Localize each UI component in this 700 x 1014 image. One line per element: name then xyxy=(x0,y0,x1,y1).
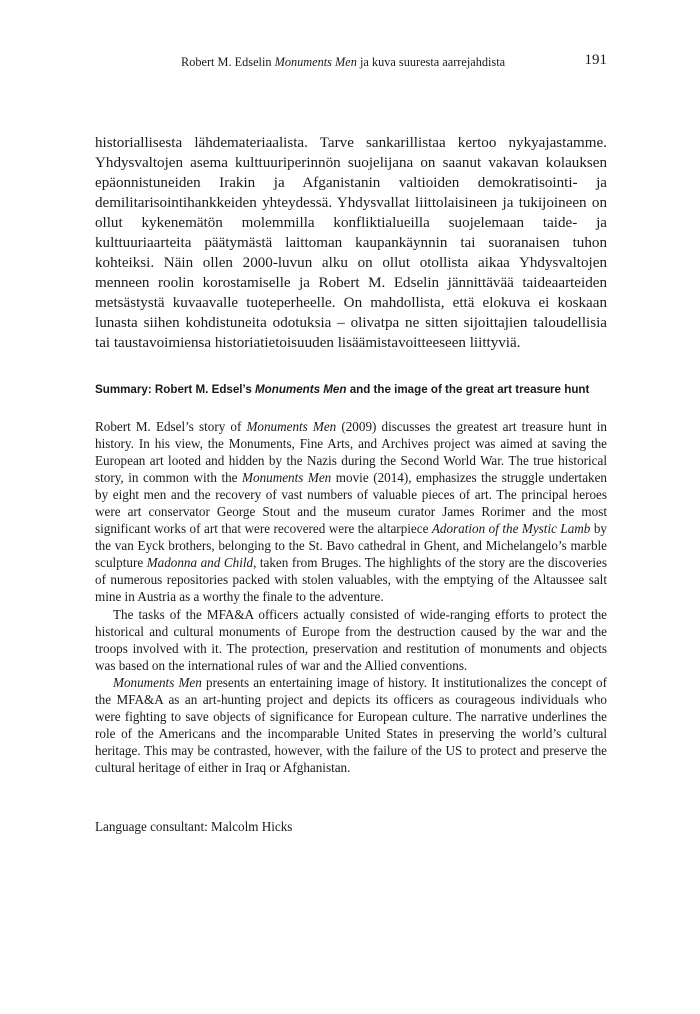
summary-paragraph-2: The tasks of the MFA&A officers actually consisted of wide-ranging efforts to protect the historical and cultural monuments of Europe from the destruction caused by the war and the troops involved with it. The protection, preservation and restitution of monuments and objects was based on the international rules of war and the Allied conventions. xyxy=(95,606,607,673)
finnish-paragraph: historiallisesta lähdemateriaalista. Tarve sankarillistaa kertoo nykyajastamme. Yhdysvaltojen asema kulttuuriperinnön suojelijana on saanut vakavan kolauksen epäonnistuneiden Irakin ja Afganistanin valtioiden demokratisointi- ja demilitarisointihankkeiden yhteydessä. Yhdysvallat liittolaisineen ja tukijoineen on ollut kykenemätön molemmilla konfliktialueilla suojelemaan taide- ja kulttuuriaarteita päätymästä laittoman kaupankäynnin tai suoranaisen tuhon kohteiksi. Näin ollen 2000-luvun alku on ollut otollista aikaa Yhdysvaltojen menneen roolin korostamiselle ja Robert M. Edselin jännittävää taideaarteiden metsästystä kuvaavalle tuoteperheelle. On mahdollista, että elokuva ei koskaan lunasta siihen kohdistuneita odotuksia – olivatpa ne sitten sijoittajien taloudellisia tai taustavoimiensa historiatietoisuuden lisäämistavoitteeseen liittyviä. xyxy=(95,135,607,351)
summary-paragraph-1: Robert M. Edsel’s story of Monuments Men (2009) discusses the greatest art treasure hunt in history. In his view, the Monuments, Fine Arts, and Archives project was aimed at saving the European art looted and hidden by the Nazis during the Second World War. The true historical story, in common with the Monuments Men movie (2014), emphasizes the struggle undertaken by eight men and the recovery of vast numbers of valuable pieces of art. The principal heroes were art conservator George Stout and the museum curator James Rorimer and the most significant works of art that were recovered were the altarpiece Adoration of the Mystic Lamb by the van Eyck brothers, belonging to the St. Bavo cathedral in Ghent, and Michelangelo’s marble sculpture Madonna and Child, taken from Bruges. The highlights of the story are the discoveries of numerous repositories packed with stolen valuables, with the emptying of the Altaussee salt mine in Austria as a worthy the finale to the adventure. xyxy=(95,419,608,605)
article-body-finnish xyxy=(95,133,607,353)
summary-heading: Summary: Robert M. Edsel’s Monuments Men and the image of the great art treasure hunt xyxy=(95,383,590,396)
summary-text xyxy=(95,418,607,776)
page-number: 191 xyxy=(584,52,607,68)
language-consultant-note: Language consultant: Malcolm Hicks xyxy=(95,819,293,834)
running-title: Robert M. Edselin Monuments Men ja kuva suuresta aarrejahdista xyxy=(181,55,506,69)
summary-paragraph-3: Monuments Men presents an entertaining image of history. It institutionalizes the concept of the MFA&A as an art-hunting project and depicts its officers as courageous individuals who were fighting to save objects of significance for European culture. The narrative underlines the role of the Americans and the incomparable United States in preserving the world’s cultural heritage. This may be contrasted, however, with the failure of the US to protect and preserve the cultural heritage of either in Iraq or Afghanistan. xyxy=(95,674,607,775)
